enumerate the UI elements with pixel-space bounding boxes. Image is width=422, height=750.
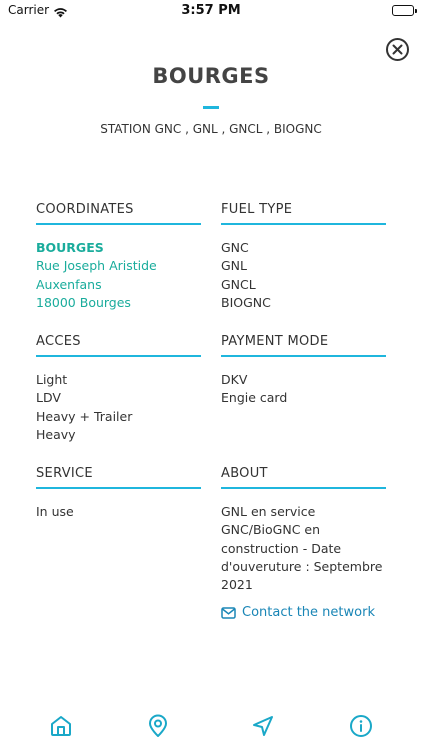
payment-mode-body: [221, 371, 386, 408]
acces-item: Heavy + Trailer: [36, 408, 133, 424]
fuel-type-item: BIOGNC: [221, 294, 271, 310]
about-line: GNC/BioGNC en: [221, 522, 321, 538]
service-body: [36, 503, 201, 521]
coordinates-locality: Auxenfans: [36, 276, 102, 292]
section-underline: [221, 487, 386, 489]
contact-network-link[interactable]: [221, 605, 375, 620]
home-icon: [49, 714, 73, 738]
mail-icon: [221, 607, 236, 619]
section-underline: [221, 223, 386, 225]
coordinates-section: [36, 202, 201, 312]
coordinates-body: [36, 239, 201, 312]
service-item: In use: [36, 504, 74, 519]
status-time: 3:57 PM: [181, 3, 241, 18]
acces-body: [36, 371, 201, 444]
acces-heading: ACCES: [36, 334, 81, 349]
station-subtitle: STATION GNC , GNL , GNCL , BIOGNC: [100, 122, 322, 136]
fuel-type-item: GNC: [221, 240, 249, 255]
acces-item: Heavy: [36, 426, 76, 442]
tab-navigation[interactable]: [249, 712, 277, 740]
section-underline: [36, 223, 201, 225]
service-heading: SERVICE: [36, 466, 93, 481]
tab-home[interactable]: [47, 712, 75, 740]
payment-mode-section: [221, 334, 386, 408]
section-underline: [36, 355, 201, 357]
map-pin-icon: [146, 714, 170, 738]
payment-mode-item: DKV: [221, 372, 248, 387]
section-underline: [221, 355, 386, 357]
status-bar: [0, 0, 422, 22]
payment-mode-heading: PAYMENT MODE: [221, 334, 329, 349]
section-underline: [36, 487, 201, 489]
contact-network-label: Contact the network: [242, 605, 375, 620]
coordinates-heading: COORDINATES: [36, 202, 134, 217]
about-heading: ABOUT: [221, 466, 268, 481]
fuel-type-item: GNL: [221, 258, 248, 274]
navigation-icon: [251, 714, 275, 738]
about-line: GNL en service: [221, 504, 316, 519]
bottom-tab-bar: [0, 700, 422, 750]
close-icon: [392, 44, 403, 55]
about-body: [221, 503, 386, 594]
coordinates-postal: 18000 Bourges: [36, 294, 131, 310]
fuel-type-section: [221, 202, 386, 312]
about-line: 2021: [221, 577, 253, 593]
service-section: [36, 466, 201, 521]
acces-item: LDV: [36, 390, 61, 406]
fuel-type-item: GNCL: [221, 276, 256, 292]
about-line: d'ouveruture : Septembre: [221, 558, 383, 574]
fuel-type-body: [221, 239, 386, 312]
payment-mode-item: Engie card: [221, 390, 288, 406]
page-title: BOURGES: [152, 64, 270, 88]
info-icon: [349, 714, 373, 738]
about-section: [221, 466, 386, 594]
about-line: construction - Date: [221, 540, 342, 556]
tab-map[interactable]: [144, 712, 172, 740]
acces-item: Light: [36, 372, 68, 387]
coordinates-name: BOURGES: [36, 240, 104, 255]
tab-info[interactable]: [347, 712, 375, 740]
acces-section: [36, 334, 201, 444]
coordinates-street: Rue Joseph Aristide: [36, 258, 157, 274]
title-divider: [203, 106, 219, 109]
close-button[interactable]: [386, 38, 409, 61]
fuel-type-heading: FUEL TYPE: [221, 202, 293, 217]
battery-icon: [392, 5, 414, 16]
carrier-label: Carrier: [8, 3, 50, 17]
